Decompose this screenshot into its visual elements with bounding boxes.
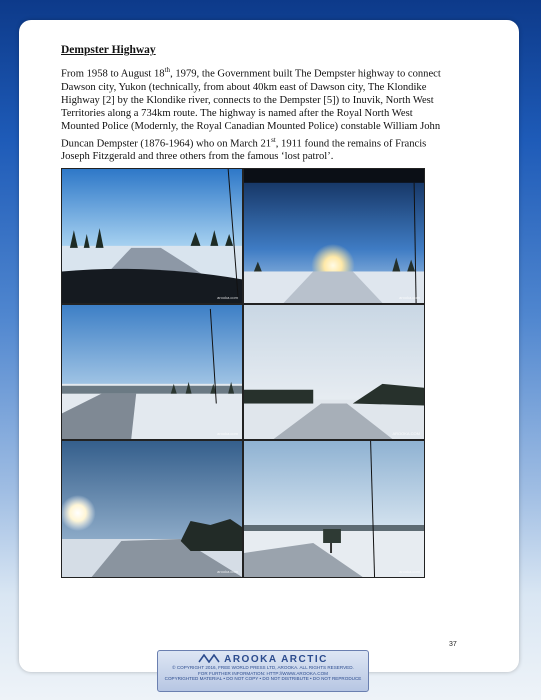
page-number: 37 xyxy=(449,641,457,648)
notice-line: COPYRIGHTED MATERIAL • DO NOT COPY • DO NOT DISTRIBUTE • DO NOT REPRODUCE xyxy=(164,676,362,682)
photo-road-frozen-lake xyxy=(61,304,243,440)
photo-watermark: arooka.com xyxy=(217,431,238,436)
photo-sun-winter-road xyxy=(61,440,243,578)
photo-overcast-road xyxy=(243,304,425,440)
photo-watermark: arooka.com xyxy=(217,295,238,300)
brand-name: AROOKA ARCTIC xyxy=(224,654,328,665)
photo-watermark: arooka.com xyxy=(217,569,238,574)
paragraph-text-3: , 1911 found the remains of Francis Joseph Fitzgerald and three others from the famous ‘lost patrol’. xyxy=(61,138,427,163)
paragraph-text-1: From 1958 to August 18 xyxy=(61,68,165,80)
footer-brand xyxy=(158,654,368,665)
photo-watermark: arooka.com xyxy=(399,569,420,574)
page-title: Dempster Highway xyxy=(61,44,156,56)
body-paragraph xyxy=(61,64,453,163)
photo-road-trees-blue-sky xyxy=(61,168,243,304)
superscript-th: th xyxy=(164,66,171,74)
photo-watermark: arooka.com xyxy=(399,295,420,300)
superscript-st: st xyxy=(271,135,276,144)
mountain-logo-icon xyxy=(198,654,220,663)
copyright-footer xyxy=(157,650,369,692)
photo-road-sign-snow xyxy=(243,440,425,578)
paragraph-text-2: , 1979, the Government built The Dempster highway to connect Dawson city, Yukon (technically, from about 40km east of Dawson city, The Klondike Highway [2] by the Klondike river, connects to the Dempster [5]) to Inuvik, North West Territories along a 734km route. The highway is named after the Royal North West Mounted Police (Modernly, the Royal Canadian Mounted Police) constable William John Duncan Dempster (1876-1964) who on March 21 xyxy=(61,68,441,150)
copyright-line: © COPYRIGHT 2016, FREE WORLD PRESS LTD, AROOKA. ALL RIGHTS RESERVED. xyxy=(172,665,354,670)
photo-grid xyxy=(61,168,425,578)
photo-sun-horizon xyxy=(243,168,425,304)
info-line: FOR FURTHER INFORMATION: HTTP://WWW.AROOKA.COM xyxy=(198,670,328,676)
photo-watermark: AROOKA.COM xyxy=(392,431,420,436)
